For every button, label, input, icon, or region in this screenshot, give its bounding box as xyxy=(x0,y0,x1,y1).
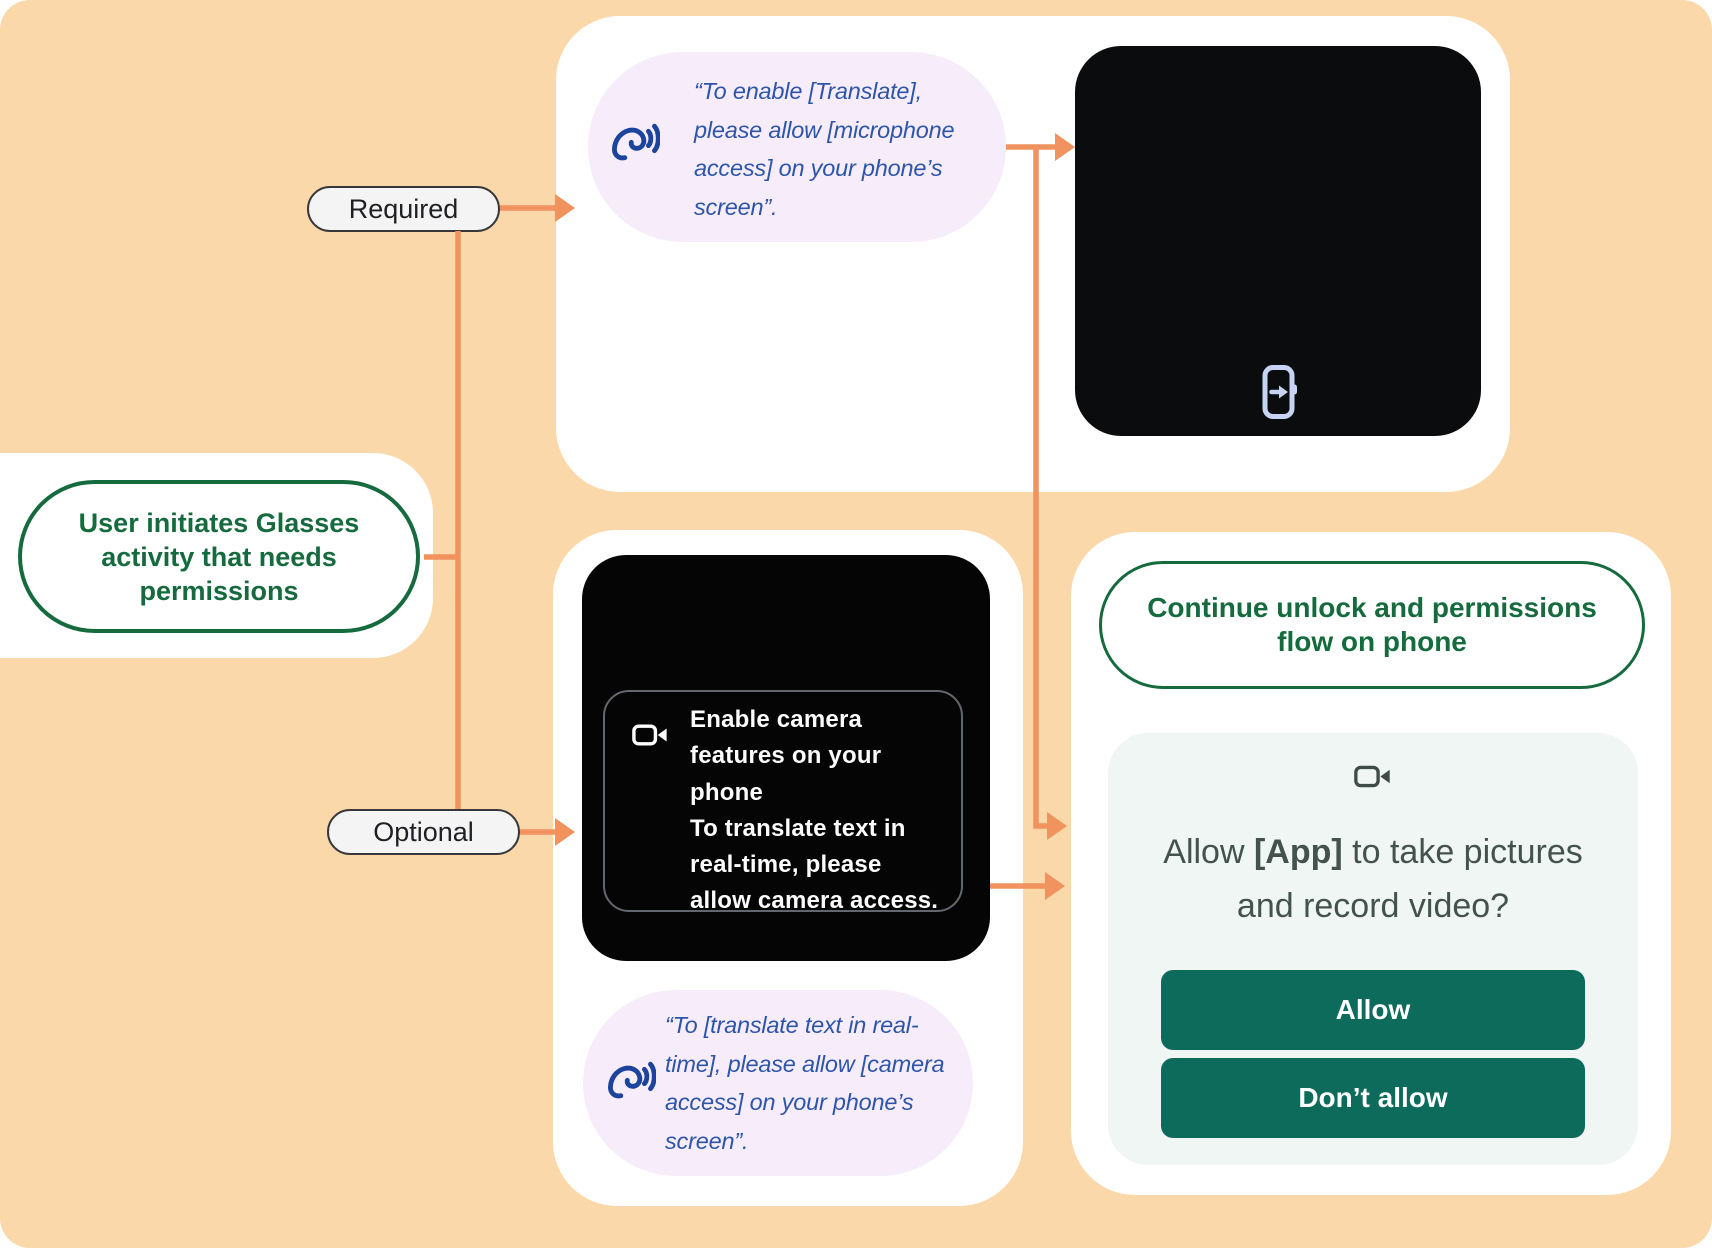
required-label-text: Required xyxy=(348,193,459,224)
camera-bubble-line: time], please allow [camera xyxy=(665,1050,945,1077)
question-line2: and record video? xyxy=(1236,887,1510,925)
optional-label xyxy=(327,809,520,855)
permission-question xyxy=(1108,825,1638,933)
optional-label-text: Optional xyxy=(373,816,474,847)
arrowhead xyxy=(1045,872,1065,900)
ear-listening-icon xyxy=(610,118,660,164)
videocam-icon xyxy=(632,722,669,748)
glasses-camera-screen xyxy=(582,555,990,961)
arrowhead xyxy=(1047,812,1067,840)
allow-button[interactable] xyxy=(1161,970,1585,1050)
mic-voice-bubble xyxy=(588,52,1006,242)
glasses-screen-line: allow camera access. xyxy=(690,887,939,915)
dont-allow-button-label: Don’t allow xyxy=(1298,1082,1448,1113)
required-label xyxy=(307,186,500,232)
phone-continue-icon xyxy=(1261,364,1299,420)
mic-bubble-line: screen”. xyxy=(694,193,778,220)
dont-allow-button[interactable] xyxy=(1161,1058,1585,1138)
glasses-screen-line: To translate text in xyxy=(690,814,906,842)
continue-node-line: flow on phone xyxy=(1277,626,1467,657)
glasses-screen-line: phone xyxy=(690,778,763,806)
start-node-line: activity that needs xyxy=(101,541,337,572)
allow-button-label: Allow xyxy=(1335,994,1411,1025)
question-app-placeholder: [App] xyxy=(1253,833,1343,871)
permission-dialog xyxy=(1108,733,1638,1165)
phone-lock-screen xyxy=(1075,46,1481,436)
camera-bubble-line: screen”. xyxy=(665,1127,749,1154)
camera-voice-bubble xyxy=(583,990,973,1176)
question-suffix: to take pictures xyxy=(1342,833,1583,871)
mic-bubble-line: access] on your phone’s xyxy=(694,155,943,181)
camera-bubble-line: “To [translate text in real- xyxy=(665,1012,919,1038)
continue-node-line: Continue unlock and permissions xyxy=(1147,592,1597,623)
mic-bubble-line: please allow [microphone xyxy=(694,116,955,143)
camera-bubble-line: access] on your phone’s xyxy=(665,1089,914,1115)
question-prefix: Allow xyxy=(1163,833,1254,871)
glasses-screen-line: Enable camera xyxy=(690,706,863,733)
continue-node xyxy=(1099,561,1645,689)
start-node-line: permissions xyxy=(139,575,299,606)
start-node xyxy=(18,480,420,633)
start-node-line: User initiates Glasses xyxy=(78,507,360,538)
glasses-screen-line: features on your xyxy=(690,742,882,770)
videocam-icon xyxy=(1354,763,1392,790)
glasses-screen-line: real-time, please xyxy=(690,851,882,879)
ear-listening-icon xyxy=(606,1056,656,1102)
mic-bubble-line: “To enable [Translate], xyxy=(694,78,922,104)
